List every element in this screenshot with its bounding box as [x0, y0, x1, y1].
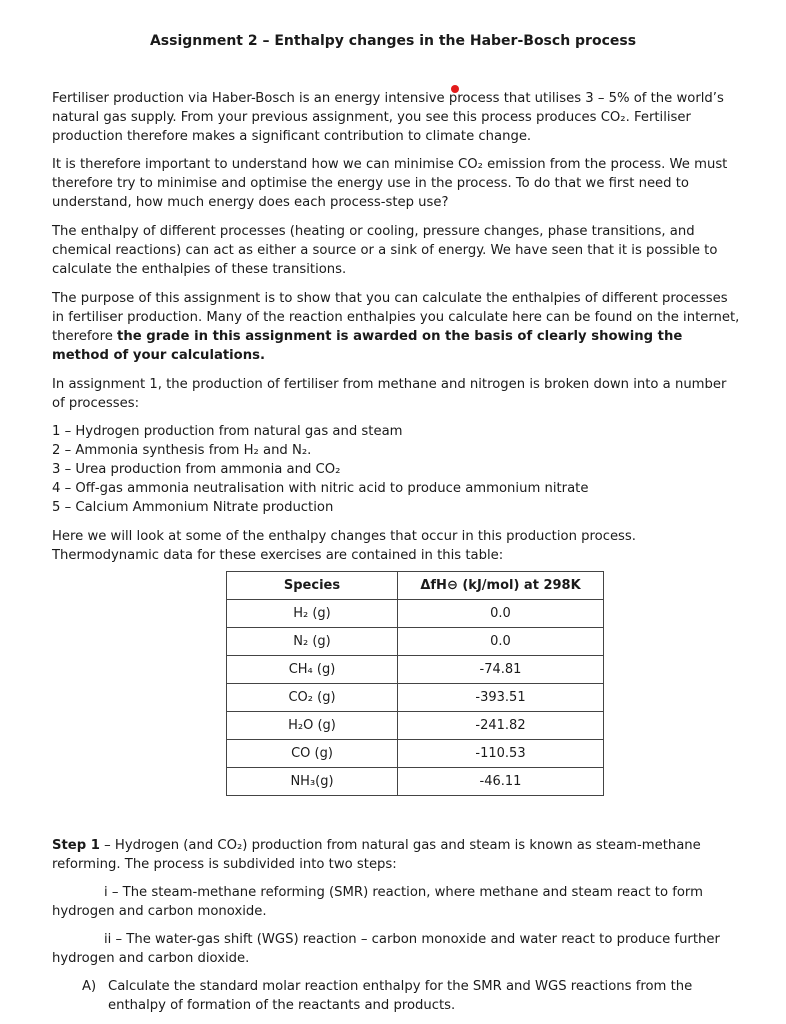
purpose-bold: the grade in this assignment is awarded on the basis of clearly showing the method of your calculations.: [52, 329, 683, 363]
question-a-text: Calculate the standard molar reaction enthalpy for the SMR and WGS reactions from the enthalpy of formation of the reactants and products.: [108, 979, 693, 1013]
step1-wgs: ii – The water-gas shift (WGS) reaction – carbon monoxide and water react to produce further hydrogen and carbon dioxide.: [52, 932, 720, 966]
process-list: [52, 422, 742, 517]
table-row: [227, 768, 604, 796]
species-cell: N₂ (g): [227, 628, 398, 656]
table-row: [227, 712, 604, 740]
table-row: [227, 656, 604, 684]
question-a-label: A): [82, 979, 97, 994]
step1-text: – Hydrogen (and CO₂) production from natural gas and steam is known as steam-methane reforming. The process is subdivided into two steps:: [52, 838, 701, 872]
paragraph-processes: In assignment 1, the production of fertiliser from methane and nitrogen is broken down into a number of processes:: [52, 377, 727, 411]
value-cell: 0.0: [398, 628, 604, 656]
list-item: 4 – Off-gas ammonia neutralisation with nitric acid to produce ammonium nitrate: [52, 481, 589, 496]
table-row: [227, 684, 604, 712]
value-cell: -393.51: [398, 684, 604, 712]
paragraph-enthalpy: The enthalpy of different processes (heating or cooling, pressure changes, phase transitions, and chemical reactions) can act as either a source or a sink of energy. We have seen that it is possible to calculate the enthalpies of these transitions.: [52, 224, 718, 277]
purpose-text: The purpose of this assignment is to show that you can calculate the enthalpies of different processes in fertiliser production. Many of the reaction enthalpies you calculate here can be found on the internet, therefore: [52, 291, 740, 344]
table-row: [227, 600, 604, 628]
species-cell: CO₂ (g): [227, 684, 398, 712]
paragraph-co2: It is therefore important to understand how we can minimise CO₂ emission from the process. We must therefore try to minimise and optimise the energy use in the process. To do that we first need to understand, how much energy does each process-step use?: [52, 157, 728, 210]
header-species: Species: [227, 572, 398, 600]
intro-paragraph: Fertiliser production via Haber-Bosch is an energy intensive process that utilises 3 – 5% of the world’s natural gas supply. From your previous assignment, you see this process produces CO₂. Fertiliser production therefore makes a significant contribution to climate change.: [52, 91, 724, 144]
paragraph-purpose: [52, 289, 742, 365]
step1-paragraph: [52, 836, 742, 874]
list-item: 3 – Urea production from ammonia and CO₂: [52, 462, 341, 477]
thermo-table: [226, 571, 604, 796]
page-title: Assignment 2 – Enthalpy changes in the Haber-Bosch process: [149, 33, 637, 49]
table-row: [227, 628, 604, 656]
species-cell: CH₄ (g): [227, 656, 398, 684]
value-cell: -74.81: [398, 656, 604, 684]
species-cell: NH₃(g): [227, 768, 398, 796]
species-cell: H₂O (g): [227, 712, 398, 740]
list-item: 5 – Calcium Ammonium Nitrate production: [52, 500, 334, 515]
value-cell: -46.11: [398, 768, 604, 796]
species-cell: H₂ (g): [227, 600, 398, 628]
list-item: 1 – Hydrogen production from natural gas and steam: [52, 424, 403, 439]
step1-label: Step 1: [52, 838, 100, 853]
value-cell: -110.53: [398, 740, 604, 768]
value-cell: 0.0: [398, 600, 604, 628]
value-cell: -241.82: [398, 712, 604, 740]
step1-smr: i – The steam-methane reforming (SMR) reaction, where methane and steam react to form hydrogen and carbon monoxide.: [52, 885, 703, 919]
header-enthalpy: ΔfH⊖ (kJ/mol) at 298K: [398, 572, 604, 600]
species-cell: CO (g): [227, 740, 398, 768]
table-row: [227, 740, 604, 768]
table-header-row: [227, 572, 604, 600]
list-item: 2 – Ammonia synthesis from H₂ and N₂.: [52, 443, 312, 458]
paragraph-table-intro: Here we will look at some of the enthalpy changes that occur in this production process. Thermodynamic data for these exercises are contained in this table:: [52, 529, 636, 563]
